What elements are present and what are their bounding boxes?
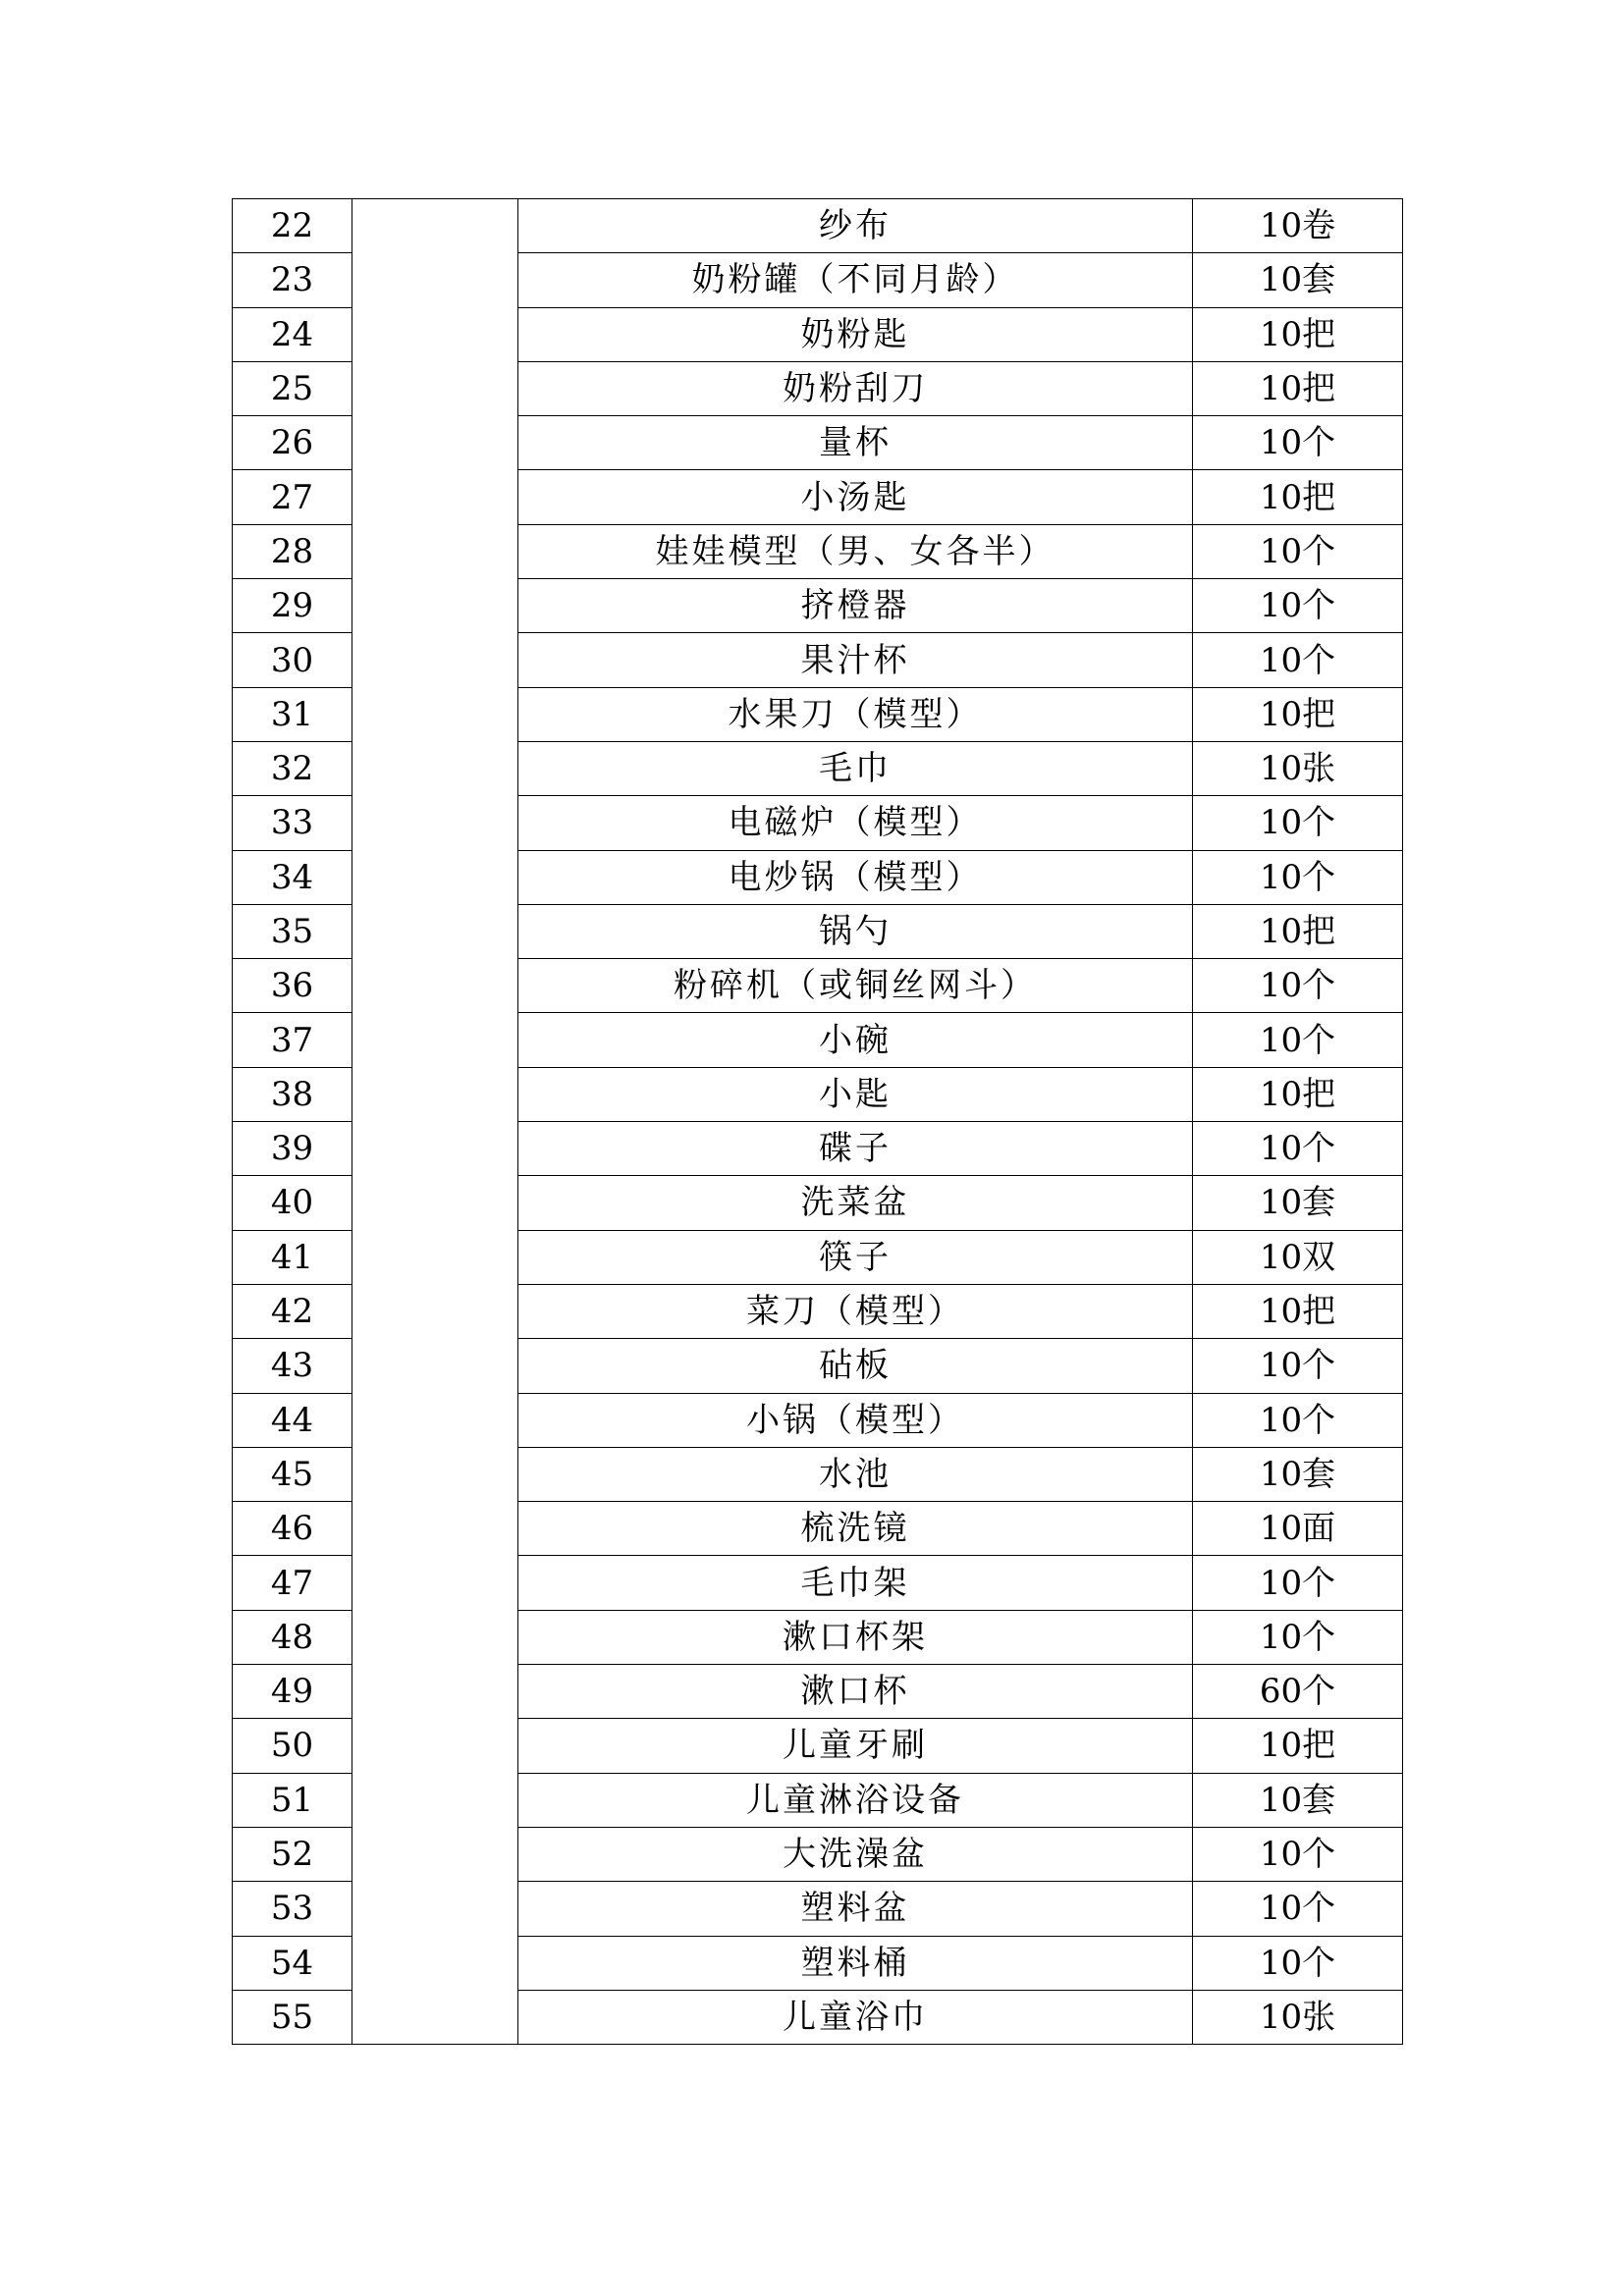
item-name-cell: 锅勺 — [518, 904, 1193, 958]
table-row — [233, 199, 1403, 253]
row-number-cell: 37 — [233, 1013, 352, 1067]
quantity-cell: 10双 — [1193, 1230, 1403, 1284]
row-number-cell: 49 — [233, 1665, 352, 1719]
quantity-cell: 10个 — [1193, 1827, 1403, 1881]
quantity-cell: 10个 — [1193, 850, 1403, 904]
quantity-cell: 10面 — [1193, 1502, 1403, 1556]
item-name-cell: 量杯 — [518, 416, 1193, 470]
item-name-cell: 大洗澡盆 — [518, 1827, 1193, 1881]
row-number-cell: 55 — [233, 1990, 352, 2044]
quantity-cell: 10张 — [1193, 1990, 1403, 2044]
quantity-cell: 10把 — [1193, 1284, 1403, 1338]
row-number-cell: 23 — [233, 253, 352, 307]
quantity-cell: 10个 — [1193, 1122, 1403, 1176]
row-number-cell: 45 — [233, 1447, 352, 1501]
row-number-cell: 29 — [233, 579, 352, 633]
item-name-cell: 塑料盆 — [518, 1882, 1193, 1936]
item-name-cell: 菜刀（模型） — [518, 1284, 1193, 1338]
equipment-table-body — [233, 199, 1403, 2045]
row-number-cell: 26 — [233, 416, 352, 470]
item-name-cell: 挤橙器 — [518, 579, 1193, 633]
row-number-cell: 52 — [233, 1827, 352, 1881]
item-name-cell: 粉碎机（或铜丝网斗） — [518, 959, 1193, 1013]
quantity-cell: 10个 — [1193, 1339, 1403, 1393]
quantity-cell: 10把 — [1193, 361, 1403, 415]
item-name-cell: 洗菜盆 — [518, 1176, 1193, 1230]
item-name-cell: 电磁炉（模型） — [518, 796, 1193, 850]
equipment-table — [232, 198, 1403, 2045]
row-number-cell: 25 — [233, 361, 352, 415]
quantity-cell: 10把 — [1193, 470, 1403, 524]
row-number-cell: 54 — [233, 1936, 352, 1990]
item-name-cell: 毛巾 — [518, 741, 1193, 795]
quantity-cell: 60个 — [1193, 1665, 1403, 1719]
item-name-cell: 纱布 — [518, 199, 1193, 253]
quantity-cell: 10把 — [1193, 307, 1403, 361]
quantity-cell: 10个 — [1193, 1013, 1403, 1067]
quantity-cell: 10个 — [1193, 1936, 1403, 1990]
item-name-cell: 果汁杯 — [518, 633, 1193, 687]
item-name-cell: 娃娃模型（男、女各半） — [518, 524, 1193, 578]
quantity-cell: 10张 — [1193, 741, 1403, 795]
row-number-cell: 50 — [233, 1719, 352, 1773]
item-name-cell: 儿童淋浴设备 — [518, 1773, 1193, 1827]
item-name-cell: 漱口杯架 — [518, 1610, 1193, 1664]
row-number-cell: 34 — [233, 850, 352, 904]
row-number-cell: 53 — [233, 1882, 352, 1936]
row-number-cell: 38 — [233, 1067, 352, 1121]
row-number-cell: 33 — [233, 796, 352, 850]
quantity-cell: 10个 — [1193, 1393, 1403, 1447]
row-number-cell: 24 — [233, 307, 352, 361]
item-name-cell: 儿童牙刷 — [518, 1719, 1193, 1773]
quantity-cell: 10个 — [1193, 633, 1403, 687]
quantity-cell: 10个 — [1193, 1610, 1403, 1664]
row-number-cell: 42 — [233, 1284, 352, 1338]
item-name-cell: 塑料桶 — [518, 1936, 1193, 1990]
row-number-cell: 27 — [233, 470, 352, 524]
quantity-cell: 10个 — [1193, 959, 1403, 1013]
item-name-cell: 小锅（模型） — [518, 1393, 1193, 1447]
row-number-cell: 41 — [233, 1230, 352, 1284]
item-name-cell: 漱口杯 — [518, 1665, 1193, 1719]
item-name-cell: 奶粉匙 — [518, 307, 1193, 361]
row-number-cell: 32 — [233, 741, 352, 795]
category-merged-cell — [352, 199, 518, 2045]
item-name-cell: 筷子 — [518, 1230, 1193, 1284]
row-number-cell: 28 — [233, 524, 352, 578]
item-name-cell: 梳洗镜 — [518, 1502, 1193, 1556]
quantity-cell: 10套 — [1193, 1773, 1403, 1827]
quantity-cell: 10卷 — [1193, 199, 1403, 253]
row-number-cell: 48 — [233, 1610, 352, 1664]
item-name-cell: 儿童浴巾 — [518, 1990, 1193, 2044]
item-name-cell: 小碗 — [518, 1013, 1193, 1067]
quantity-cell: 10个 — [1193, 579, 1403, 633]
row-number-cell: 46 — [233, 1502, 352, 1556]
quantity-cell: 10套 — [1193, 1176, 1403, 1230]
row-number-cell: 47 — [233, 1556, 352, 1610]
quantity-cell: 10把 — [1193, 687, 1403, 741]
row-number-cell: 31 — [233, 687, 352, 741]
item-name-cell: 小匙 — [518, 1067, 1193, 1121]
quantity-cell: 10个 — [1193, 1556, 1403, 1610]
quantity-cell: 10套 — [1193, 253, 1403, 307]
item-name-cell: 奶粉罐（不同月龄） — [518, 253, 1193, 307]
quantity-cell: 10把 — [1193, 1719, 1403, 1773]
row-number-cell: 51 — [233, 1773, 352, 1827]
row-number-cell: 36 — [233, 959, 352, 1013]
row-number-cell: 40 — [233, 1176, 352, 1230]
quantity-cell: 10把 — [1193, 1067, 1403, 1121]
item-name-cell: 水果刀（模型） — [518, 687, 1193, 741]
quantity-cell: 10套 — [1193, 1447, 1403, 1501]
quantity-cell: 10把 — [1193, 904, 1403, 958]
quantity-cell: 10个 — [1193, 796, 1403, 850]
item-name-cell: 水池 — [518, 1447, 1193, 1501]
quantity-cell: 10个 — [1193, 524, 1403, 578]
item-name-cell: 毛巾架 — [518, 1556, 1193, 1610]
quantity-cell: 10个 — [1193, 1882, 1403, 1936]
row-number-cell: 35 — [233, 904, 352, 958]
row-number-cell: 22 — [233, 199, 352, 253]
item-name-cell: 碟子 — [518, 1122, 1193, 1176]
quantity-cell: 10个 — [1193, 416, 1403, 470]
item-name-cell: 奶粉刮刀 — [518, 361, 1193, 415]
row-number-cell: 44 — [233, 1393, 352, 1447]
item-name-cell: 小汤匙 — [518, 470, 1193, 524]
row-number-cell: 39 — [233, 1122, 352, 1176]
item-name-cell: 电炒锅（模型） — [518, 850, 1193, 904]
row-number-cell: 30 — [233, 633, 352, 687]
row-number-cell: 43 — [233, 1339, 352, 1393]
item-name-cell: 砧板 — [518, 1339, 1193, 1393]
